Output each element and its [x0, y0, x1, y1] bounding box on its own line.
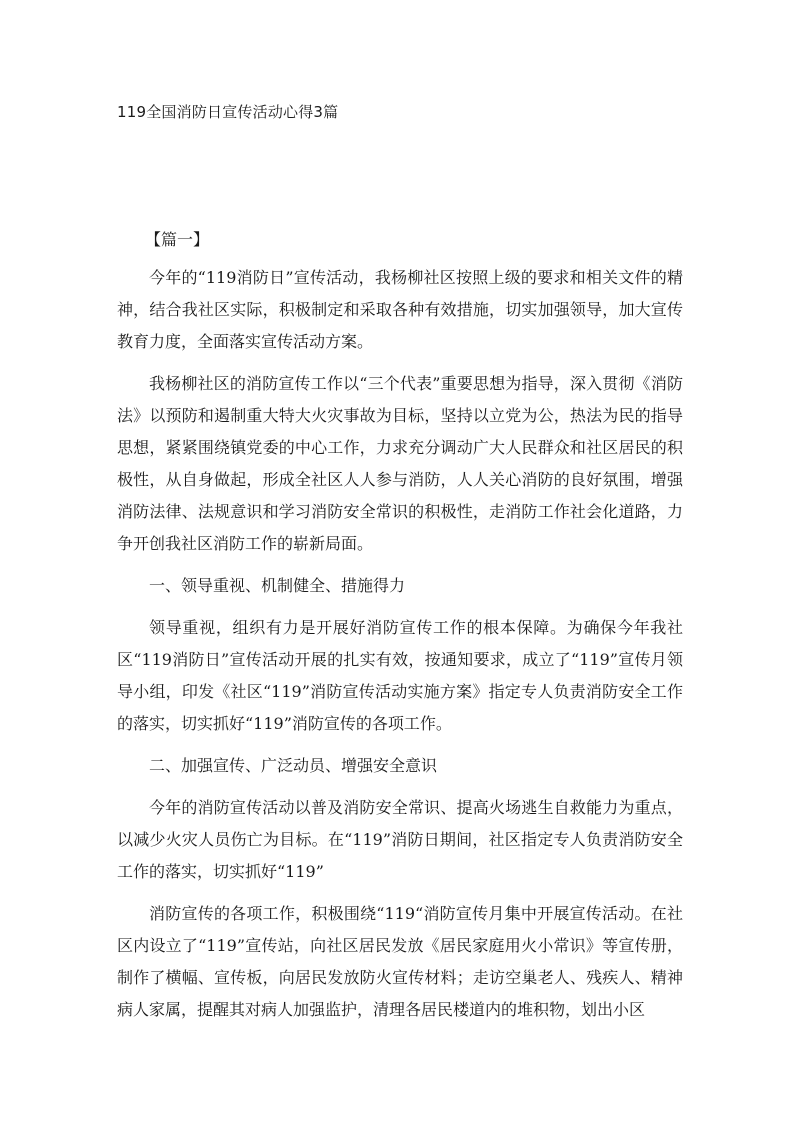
subheading-leadership: 一、领导重视、机制健全、措施得力 — [149, 576, 406, 595]
section-heading: 【篇一】 — [145, 230, 210, 249]
paragraph-intro: 今年的“119消防日”宣传活动，我杨柳社区按照上级的要求和相关文件的精神，结合我社区实际，积极制定和采取各种有效措施，切实加强领导，加大宣传教育力度，全面落实宣传活动方案。 — [117, 268, 683, 351]
paragraph-leadership: 领导重视，组织有力是开展好消防宣传工作的根本保障。为确保今年我社区“119消防日”宣传活动开展的扎实有效，按通知要求，成立了“119”宣传月领导小组，印发《社区“119”消防宣传活动实施方案》指定专人负责消防安全工作的落实，切实抓好“119”消防宣传的各项工作。 — [117, 618, 683, 733]
document-body — [117, 262, 683, 1036]
subheading-publicity: 二、加强宣传、广泛动员、增强安全意识 — [149, 756, 438, 775]
paragraph-activities: 消防宣传的各项工作，积极围绕“119“消防宣传月集中开展宣传活动。在社区内设立了“119”宣传站，向社区居民发放《居民家庭用火小常识》等宣传册，制作了横幅、宣传板，向居民发放防火宣传材料；走访空巢老人、残疾人、精神病人家属，提醒其对病人加强监护，清理各居民楼道内的堆积物，划出小区 — [117, 904, 683, 1019]
paragraph-publicity: 今年的消防宣传活动以普及消防安全常识、提高火场逃生自救能力为重点，以减少火灾人员伤亡为目标。在“119”消防日期间，社区指定专人负责消防安全工作的落实，切实抓好“119” — [117, 798, 683, 881]
document-title: 119全国消防日宣传活动心得3篇 — [117, 103, 339, 121]
paragraph-guidance: 我杨柳社区的消防宣传工作以“三个代表”重要思想为指导，深入贯彻《消防法》以预防和遏制重大特大火灾事故为目标，坚持以立党为公，热法为民的指导思想，紧紧围绕镇党委的中心工作，力求充分调动广大人民群众和社区居民的积极性，从自身做起，形成全社区人人参与消防，人人关心消防的良好氛围，增强消防法律、法规意识和学习消防安全常识的积极性，走消防工作社会化道路，力争开创我社区消防工作的崭新局面。 — [117, 374, 683, 553]
